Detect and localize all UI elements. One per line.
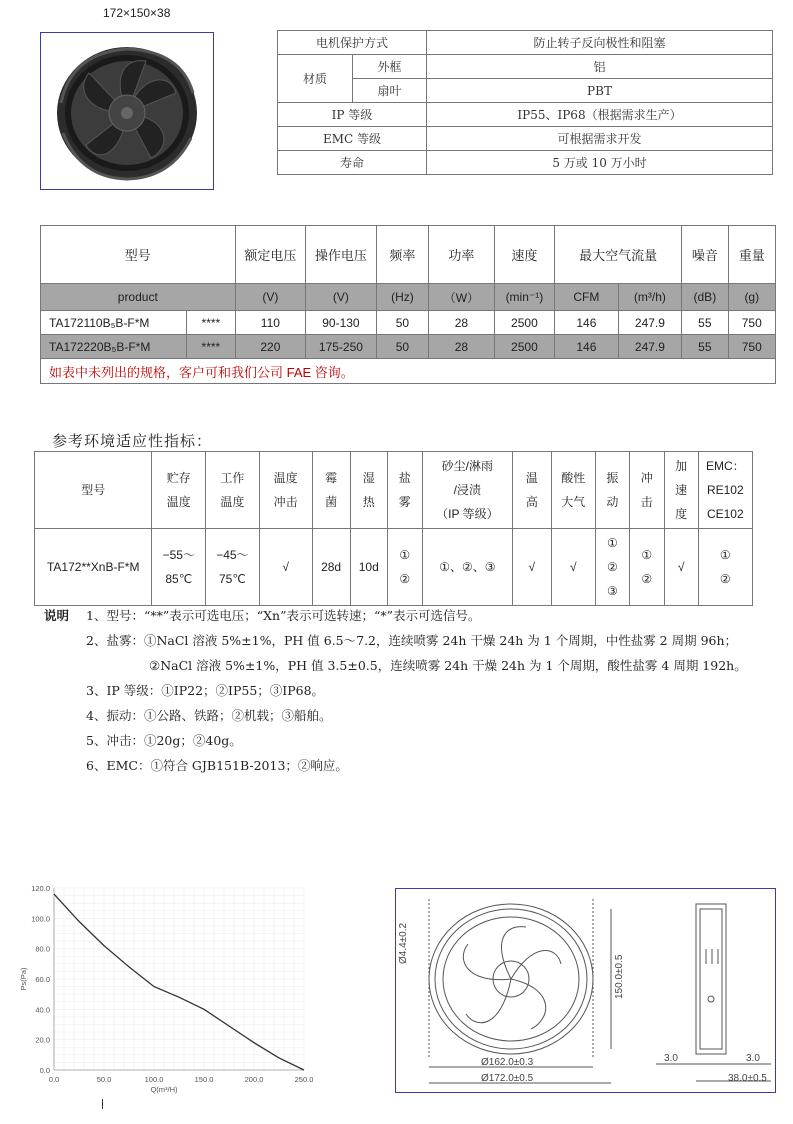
y-tick-label: 20.0 [35,1035,50,1045]
x-tick-label: 250.0 [294,1075,314,1084]
spec-value: IP55、IP68（根据需求生产） [427,103,773,127]
note-line: 2、盐雾：①NaCl 溶液 5%±1%，PH 值 6.5～7.2，连续喷雾 24h 干燥 24h 为 1 个周期，中性盐雾 2 周期 96h； [86,633,738,648]
unit-cell: (dB) [682,284,728,311]
x-tick-label: 0.0 [48,1075,60,1084]
env-header-cell: 冲 击 [629,452,664,529]
spec-label: IP 等级 [278,103,427,127]
spec-value: PBT [427,79,773,103]
y-tick-label: 120.0 [31,884,50,893]
cell: 247.9 [618,311,682,335]
env-table [34,451,753,606]
fan-image [41,33,212,188]
env-header-cell: 砂尘/淋雨 /浸渍 （IP 等级） [422,452,512,529]
spec-sublabel: 扇叶 [353,79,427,103]
unit-cell: (m³/h) [618,284,682,311]
env-header-cell: 振 动 [595,452,629,529]
env-header-cell: 酸性 大气 [551,452,595,529]
pq-curve-chart [14,878,314,1108]
fan-photo [40,32,214,190]
env-value-cell: TA172**XnB-F*M [35,529,152,606]
env-value-cell: √ [513,529,552,606]
cell: 110 [235,311,306,335]
note-line: 3、IP 等级：①IP22；②IP55；③IP68。 [86,683,325,698]
cell: 146 [555,335,619,359]
spec-label: EMC 等级 [278,127,427,151]
env-value-cell: √ [259,529,312,606]
env-header-cell: 型号 [35,452,152,529]
env-value-cell: 10d [350,529,387,606]
cell: 750 [728,311,775,335]
spec-value: 防止转子反向极性和阻塞 [427,31,773,55]
env-header-cell: 工作 温度 [206,452,260,529]
dim-label: 38.0±0.5 [728,1073,767,1084]
header-power: 功率 [429,226,495,284]
env-value-cell: √ [664,529,698,606]
cell: 55 [682,335,728,359]
x-tick-label: 100.0 [144,1075,164,1084]
note-line: ②NaCl 溶液 5%±1%，PH 值 3.5±0.5，连续喷雾 24h 干燥 24h 为 1 个周期，酸性盐雾 4 周期 192h。 [149,658,747,673]
notes-label: 说明 [44,609,70,623]
env-header-cell: 湿 热 [350,452,387,529]
unit-product: product [41,284,236,311]
header-operating-voltage: 操作电压 [306,226,377,284]
cell: 175-250 [306,335,377,359]
unit-cell: (g) [728,284,775,311]
series-line [54,894,304,1070]
cell: 220 [235,335,306,359]
cell: 50 [376,311,428,335]
env-header-cell: 温 高 [513,452,552,529]
table-row [41,335,776,359]
env-value-cell: −55～ 85℃ [152,529,206,606]
y-tick-label: 40.0 [35,1005,50,1015]
y-tick-label: 80.0 [35,944,50,954]
header-model: 型号 [41,226,236,284]
unit-cell: （W） [429,284,495,311]
dim-label: 3.0 [746,1053,760,1064]
cell: 90-130 [306,311,377,335]
env-header-cell: 温度 冲击 [259,452,312,529]
header-speed: 速度 [494,226,554,284]
spec-value: 可根据需求开发 [427,127,773,151]
cell: 55 [682,311,728,335]
unit-cell: (V) [306,284,377,311]
env-section-title: 参考环境适应性指标： [52,433,213,450]
env-value-cell: ① ② ③ [595,529,629,606]
model-name: TA172220B₅B-F*M [41,335,187,359]
cell: 2500 [494,311,554,335]
env-header-cell: 贮存 温度 [152,452,206,529]
spec-table [277,30,773,175]
unit-cell: (V) [235,284,306,311]
dim-label: 3.0 [664,1053,678,1064]
y-axis-label: Ps(Pa) [19,967,28,991]
cell: 750 [728,335,775,359]
header-weight: 重量 [728,226,775,284]
cell: 50 [376,335,428,359]
spec-label: 寿命 [278,151,427,175]
header-rated-voltage: 额定电压 [235,226,306,284]
cell: 247.9 [618,335,682,359]
header-airflow: 最大空气流量 [555,226,682,284]
env-header-cell: 加 速 度 [664,452,698,529]
model-code: **** [187,335,235,359]
cell: 146 [555,311,619,335]
note-line: 5、冲击：①20g；②40g。 [86,733,242,748]
note-line: 4、振动：①公路、铁路；②机载；③船舶。 [86,708,332,723]
table-row [41,311,776,335]
x-tick-label: 150.0 [194,1075,214,1084]
dim-label: Ø4.4±0.2 [398,922,409,964]
header-noise: 噪音 [682,226,728,284]
dim-label: Ø162.0±0.3 [481,1057,534,1068]
dim-label: 150.0±0.5 [614,954,625,999]
env-value-cell: ① ② [629,529,664,606]
unit-cell: (min⁻¹) [494,284,554,311]
note-line: 1、型号：“**”表示可选电压；“Xn”表示可选转速；“*”表示可选信号。 [86,608,481,623]
x-axis-label: Q(m³/H) [150,1085,178,1094]
env-header-cell: 霉 菌 [312,452,350,529]
spec-label: 材质 [278,55,353,103]
spec-sublabel: 外框 [353,55,427,79]
dimension-drawing-svg [396,889,774,1091]
env-value-cell: ① ② [387,529,422,606]
env-value-cell: ① ② [698,529,752,606]
env-value-cell: ①、②、③ [422,529,512,606]
header-frequency: 频率 [376,226,428,284]
spec-value: 5 万或 10 万小时 [427,151,773,175]
dimension-drawing [395,888,776,1093]
env-value-cell: −45～ 75℃ [206,529,260,606]
note-line: 6、EMC：①符合 GJB151B-2013；②响应。 [86,758,348,773]
y-tick-label: 0.0 [39,1066,50,1075]
env-header-cell: 盐 雾 [387,452,422,529]
cell: 28 [429,311,495,335]
env-value-cell: √ [551,529,595,606]
x-tick-label: 200.0 [244,1075,264,1084]
model-table [40,225,776,384]
page-mark [102,1099,103,1109]
unit-cell: CFM [555,284,619,311]
spec-value: 铝 [427,55,773,79]
dim-label: Ø172.0±0.5 [481,1073,534,1084]
y-tick-label: 60.0 [35,975,50,984]
env-value-cell: 28d [312,529,350,606]
y-tick-label: 100.0 [31,914,50,924]
table-note: 如表中未列出的规格，客户可和我们公司 FAE 咨询。 [41,359,776,384]
model-code: **** [187,311,235,335]
photo-caption: 172×150×38 [103,6,171,20]
cell: 28 [429,335,495,359]
cell: 2500 [494,335,554,359]
env-header-cell: EMC： RE102 CE102 [698,452,752,529]
model-name: TA172110B₅B-F*M [41,311,187,335]
x-tick-label: 50.0 [96,1075,112,1084]
spec-label: 电机保护方式 [278,31,427,55]
unit-cell: (Hz) [376,284,428,311]
